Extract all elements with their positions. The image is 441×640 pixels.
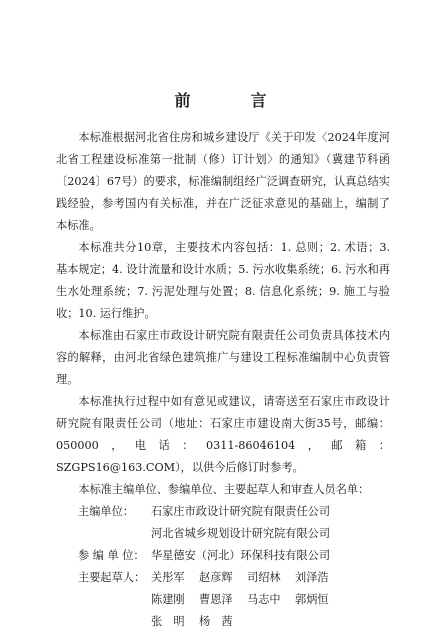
page-title: 前 言 (174, 91, 289, 110)
chief-unit-1: 石家庄市政设计研究院有限责任公司 (151, 505, 331, 518)
document-body (56, 127, 390, 633)
drafter-name: 刘泽浩 (295, 571, 329, 584)
drafters-list (151, 567, 390, 633)
drafter-name: 陈建刚 (151, 593, 185, 606)
drafters-label: 主要起草人： (78, 571, 146, 584)
drafter-name: 赵彦辉 (199, 571, 233, 584)
drafter-name: 郭炳恒 (295, 593, 329, 606)
paragraph-feedback: 本标准执行过程中如有意见或建议，请寄送至石家庄市政设计研究院有限责任公司（地址：石家庄市建设南大街35号，邮编：050000，电话：0311-86046104，邮箱：SZGPS16@163.COM），以供今后修订时参考。 (56, 395, 390, 474)
drafter-name: 杨 茜 (199, 615, 233, 628)
chief-unit-2: 河北省城乡规划设计研究院有限公司 (151, 527, 331, 540)
paragraph-contents: 本标准共分10章，主要技术内容包括：1. 总则；2. 术语；3. 基本规定；4. 设计流量和设计水质；5. 污水收集系统；6. 污水和再生水处理系统；7. 污泥处理与处置；8. 信息化系统；9. 施工与验收；10. 运行维护。 (56, 241, 390, 320)
paragraph-responsibility: 本标准由石家庄市政设计研究院有限责任公司负责具体技术内容的解释，由河北省绿色建筑推广与建设工程标准编制中心负责管理。 (56, 329, 390, 386)
drafters-row (56, 567, 390, 633)
participant-unit-label: 参 编 单 位： (78, 549, 145, 562)
chief-unit-label: 主编单位： (78, 505, 134, 518)
drafter-name: 张 明 (151, 615, 185, 628)
participant-unit: 华星德安（河北）环保科技有限公司 (151, 549, 331, 562)
drafter-name: 马志中 (247, 593, 281, 606)
participant-unit-row (56, 545, 390, 567)
chief-unit-row (56, 501, 390, 523)
paragraph-basis: 本标准根据河北省住房和城乡建设厅《关于印发〈2024年度河北省工程建设标准第一批制（修）订计划〉的通知》（冀建节科函〔2024〕67号）的要求，标准编制组经广泛调查研究，认真总结实践经验，参考国内有关标准，并在广泛征求意见的基础上，编制了本标准。 (56, 131, 390, 232)
drafter-name: 关彤军 (151, 571, 185, 584)
chief-unit-row-2 (56, 523, 390, 545)
drafter-name: 司绍林 (247, 571, 281, 584)
drafter-name: 曹恩泽 (199, 593, 233, 606)
paragraph-list-intro: 本标准主编单位、参编单位、主要起草人和审查人员名单： (78, 483, 370, 496)
